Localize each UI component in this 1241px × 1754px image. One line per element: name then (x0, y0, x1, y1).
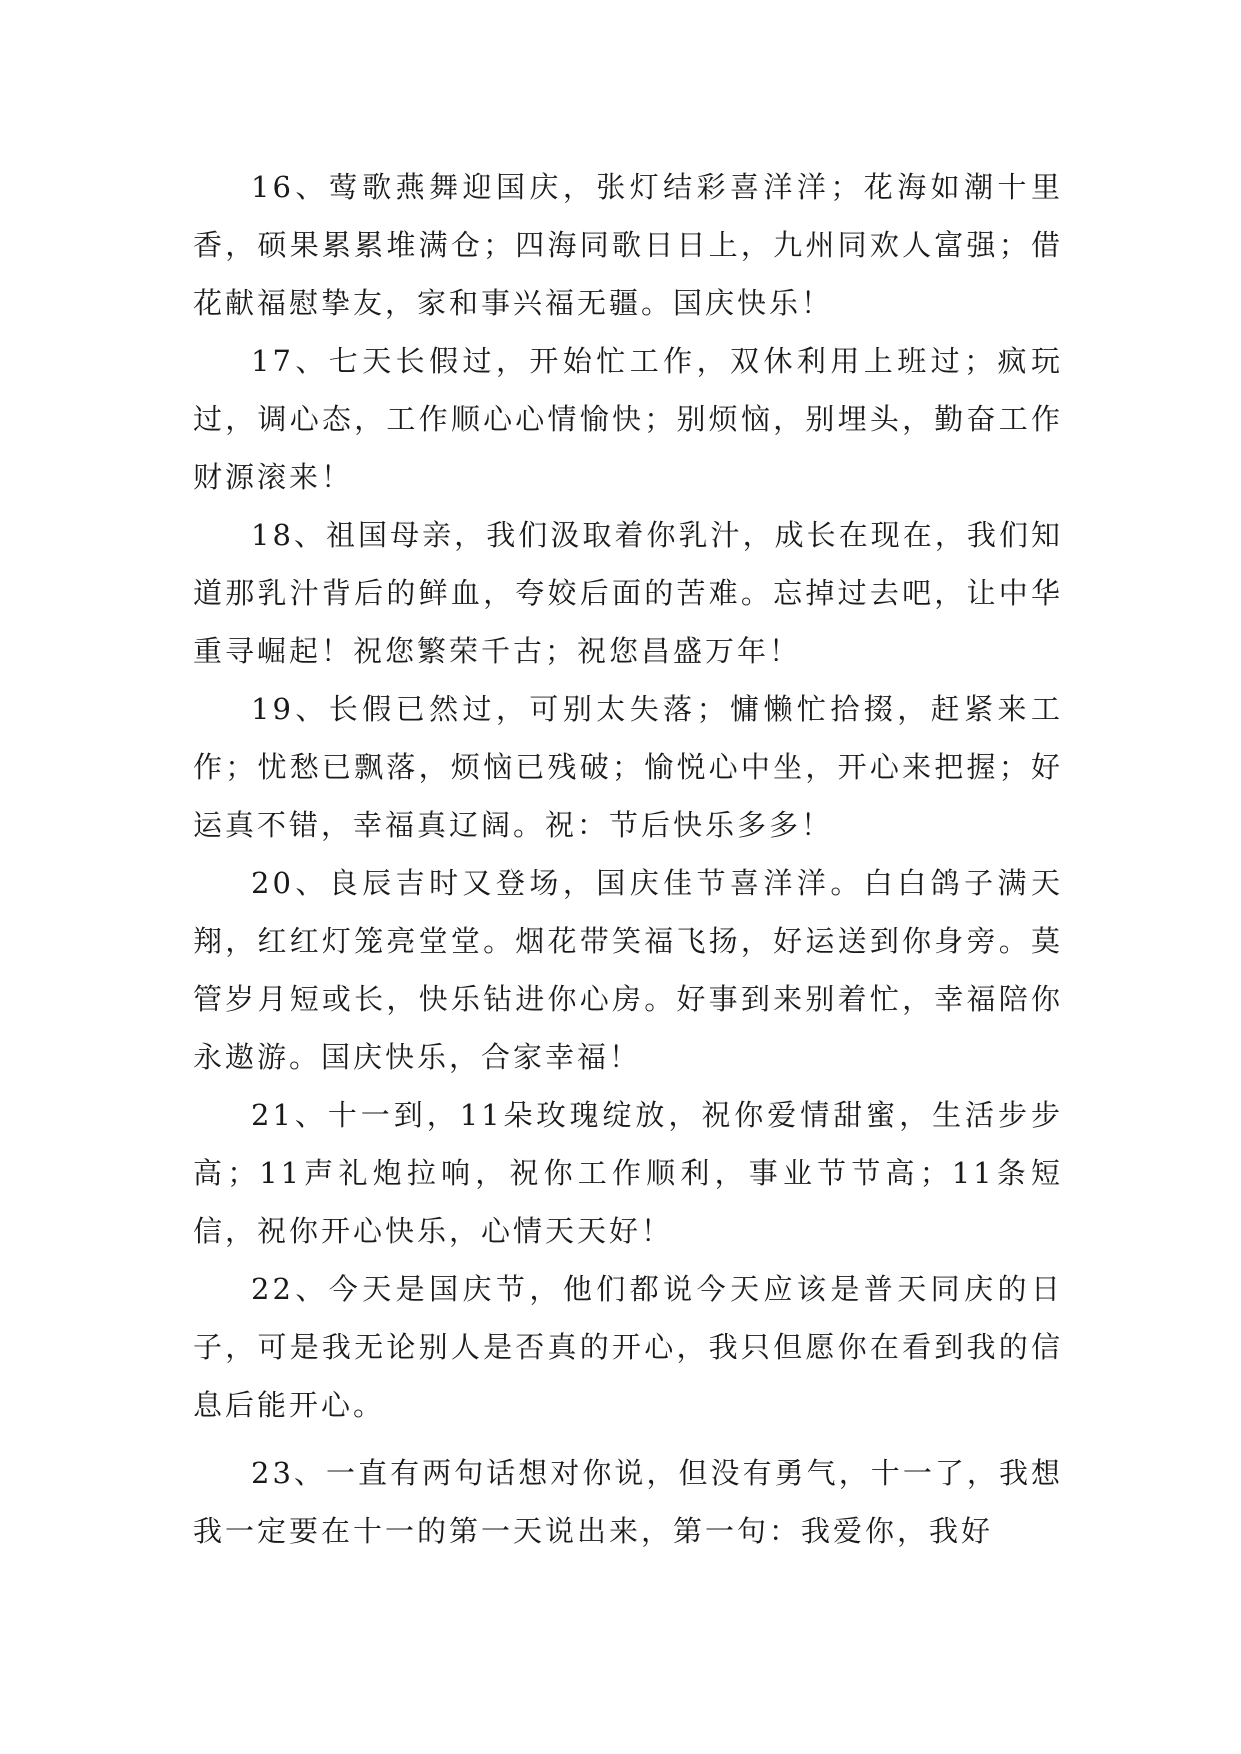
paragraph-17: 17、七天长假过，开始忙工作，双休利用上班过；疯玩过，调心态，工作顺心心情愉快；别烦恼，别埋头，勤奋工作财源滚来！ (193, 344, 1063, 494)
paragraph-21: 21、十一到，11朵玫瑰绽放，祝你爱情甜蜜，生活步步高；11声礼炮拉响，祝你工作顺利，事业节节高；11条短信，祝你开心快乐，心情天天好！ (193, 1098, 1063, 1248)
paragraph-16: 16、莺歌燕舞迎国庆，张灯结彩喜洋洋；花海如潮十里香，硕果累累堆满仓；四海同歌日日上，九州同欢人富强；借花献福慰挚友，家和事兴福无疆。国庆快乐！ (193, 170, 1063, 320)
paragraph-18: 18、祖国母亲，我们汲取着你乳汁，成长在现在，我们知道那乳汁背后的鲜血，夸姣后面的苦难。忘掉过去吧，让中华重寻崛起！祝您繁荣千古；祝您昌盛万年！ (193, 518, 1063, 668)
paragraph-23: 23、一直有两句话想对你说，但没有勇气，十一了，我想我一定要在十一的第一天说出来，第一句：我爱你，我好 (193, 1456, 1063, 1548)
paragraph-22: 22、今天是国庆节，他们都说今天应该是普天同庆的日子，可是我无论别人是否真的开心，我只但愿你在看到我的信息后能开心。 (193, 1272, 1063, 1422)
paragraph-19: 19、长假已然过，可别太失落；慵懒忙拾掇，赶紧来工作；忧愁已飘落，烦恼已残破；愉悦心中坐，开心来把握；好运真不错，幸福真辽阔。祝：节后快乐多多！ (193, 692, 1063, 842)
paragraph-20: 20、良辰吉时又登场，国庆佳节喜洋洋。白白鸽子满天翔，红红灯笼亮堂堂。烟花带笑福飞扬，好运送到你身旁。莫管岁月短或长，快乐钻进你心房。好事到来别着忙，幸福陪你永遨游。国庆快乐，合家幸福！ (193, 866, 1063, 1074)
document-body (193, 158, 1063, 1560)
